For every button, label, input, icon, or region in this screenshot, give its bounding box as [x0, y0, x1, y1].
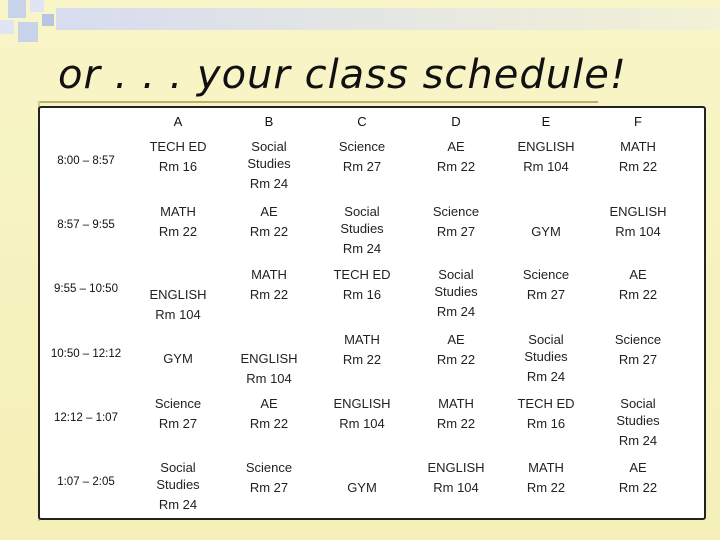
- header-a: A: [173, 114, 183, 129]
- cell-text: Rm 27: [618, 352, 658, 367]
- cell-text: AE: [260, 396, 278, 411]
- cell-b-period-2: [224, 203, 314, 240]
- cell-text: Rm 104: [339, 416, 385, 431]
- cell-text: MATH: [160, 204, 196, 219]
- cell-text: Rm 22: [618, 159, 658, 174]
- cell-text: Studies: [156, 477, 200, 492]
- cell-d-period-6: [410, 459, 502, 496]
- time-period-2: 8:57 – 9:55: [57, 219, 115, 231]
- cell-d-period-4: [410, 331, 502, 368]
- cell-text: Rm 22: [436, 416, 476, 431]
- cell-a-period-3: [134, 286, 222, 323]
- time-period-5: 12:12 – 1:07: [54, 412, 118, 424]
- cell-text: Rm 22: [342, 352, 382, 367]
- cell-text: Science: [522, 267, 570, 282]
- schedule-table: [38, 106, 706, 520]
- cell-text: Science: [154, 396, 202, 411]
- cell-text: MATH: [438, 396, 474, 411]
- header-f: F: [634, 114, 642, 129]
- cell-f-period-3: [592, 266, 684, 303]
- cell-text: Rm 24: [342, 241, 382, 256]
- cell-text: ENGLISH: [427, 460, 485, 475]
- cell-text: Social: [344, 204, 380, 219]
- cell-text: Social: [160, 460, 196, 475]
- cell-text: TECH ED: [333, 267, 391, 282]
- cell-text: Science: [245, 460, 293, 475]
- cell-text: Studies: [247, 156, 291, 171]
- cell-text: Rm 27: [158, 416, 198, 431]
- cell-text: Rm 27: [526, 287, 566, 302]
- cell-text: AE: [629, 267, 647, 282]
- header-e: E: [541, 114, 551, 129]
- header-d: D: [451, 114, 461, 129]
- cell-f-period-2: [592, 203, 684, 240]
- cell-e-period-1: [500, 138, 592, 175]
- cell-text: ENGLISH: [609, 204, 667, 219]
- cell-f-period-1: [592, 138, 684, 175]
- cell-text: GYM: [347, 480, 377, 495]
- cell-d-period-1: [410, 138, 502, 175]
- cell-text: Rm 22: [526, 480, 566, 495]
- title-underline: [38, 101, 598, 103]
- cell-text: MATH: [344, 332, 380, 347]
- cell-e-period-4: [500, 331, 592, 385]
- cell-text: Science: [614, 332, 662, 347]
- cell-text: Rm 22: [249, 287, 289, 302]
- time-period-3: 9:55 – 10:50: [54, 283, 118, 295]
- cell-text: Rm 104: [433, 480, 479, 495]
- cell-a-period-6: [134, 459, 222, 513]
- cell-b-period-3: [224, 266, 314, 303]
- corner-decoration: [0, 0, 56, 44]
- cell-text: Rm 16: [342, 287, 382, 302]
- cell-text: TECH ED: [149, 139, 207, 154]
- cell-text: Studies: [616, 413, 660, 428]
- cell-text: ENGLISH: [333, 396, 391, 411]
- cell-text: Social: [251, 139, 287, 154]
- cell-c-period-5: [316, 395, 408, 432]
- cell-text: Rm 22: [618, 287, 658, 302]
- cell-e-period-3: [500, 266, 592, 303]
- cell-text: Rm 104: [155, 307, 201, 322]
- cell-c-period-6: [316, 479, 408, 496]
- cell-b-period-1: [224, 138, 314, 192]
- header-gradient-bar: [56, 8, 720, 30]
- cell-text: ENGLISH: [149, 287, 207, 302]
- cell-a-period-1: [134, 138, 222, 175]
- cell-text: Rm 22: [436, 352, 476, 367]
- cell-text: Rm 22: [158, 224, 198, 239]
- cell-text: Social: [620, 396, 656, 411]
- cell-text: Rm 24: [158, 497, 198, 512]
- cell-text: Studies: [340, 221, 384, 236]
- cell-text: Science: [432, 204, 480, 219]
- cell-text: Rm 27: [249, 480, 289, 495]
- cell-text: AE: [447, 139, 465, 154]
- cell-d-period-3: [410, 266, 502, 320]
- cell-f-period-5: [592, 395, 684, 449]
- cell-text: Rm 24: [526, 369, 566, 384]
- cell-text: Rm 22: [436, 159, 476, 174]
- cell-text: TECH ED: [517, 396, 575, 411]
- cell-b-period-5: [224, 395, 314, 432]
- cell-c-period-3: [316, 266, 408, 303]
- cell-text: Studies: [524, 349, 568, 364]
- cell-text: Rm 24: [618, 433, 658, 448]
- cell-e-period-5: [500, 395, 592, 432]
- cell-text: Rm 27: [342, 159, 382, 174]
- time-period-1: 8:00 – 8:57: [57, 155, 115, 167]
- slide-title: or . . . your class schedule!: [58, 52, 627, 98]
- cell-text: GYM: [531, 224, 561, 239]
- cell-a-period-4: [134, 350, 222, 367]
- cell-c-period-1: [316, 138, 408, 175]
- cell-text: AE: [629, 460, 647, 475]
- cell-text: Social: [438, 267, 474, 282]
- cell-text: Rm 16: [526, 416, 566, 431]
- cell-text: Rm 22: [249, 224, 289, 239]
- cell-e-period-2: [500, 223, 592, 240]
- cell-text: Studies: [434, 284, 478, 299]
- cell-text: Social: [528, 332, 564, 347]
- cell-d-period-2: [410, 203, 502, 240]
- cell-text: Rm 16: [158, 159, 198, 174]
- cell-f-period-6: [592, 459, 684, 496]
- header-b: B: [264, 114, 274, 129]
- cell-text: Rm 24: [436, 304, 476, 319]
- cell-text: Rm 104: [246, 371, 292, 386]
- cell-b-period-4: [224, 350, 314, 387]
- cell-text: ENGLISH: [240, 351, 298, 366]
- cell-text: Rm 24: [249, 176, 289, 191]
- cell-text: Rm 104: [615, 224, 661, 239]
- cell-e-period-6: [500, 459, 592, 496]
- cell-text: GYM: [163, 351, 193, 366]
- cell-text: MATH: [251, 267, 287, 282]
- cell-f-period-4: [592, 331, 684, 368]
- cell-a-period-2: [134, 203, 222, 240]
- cell-text: Rm 27: [436, 224, 476, 239]
- cell-text: Rm 22: [249, 416, 289, 431]
- cell-d-period-5: [410, 395, 502, 432]
- cell-text: ENGLISH: [517, 139, 575, 154]
- cell-a-period-5: [134, 395, 222, 432]
- cell-text: Science: [338, 139, 386, 154]
- cell-text: MATH: [620, 139, 656, 154]
- cell-text: AE: [260, 204, 278, 219]
- cell-text: Rm 104: [523, 159, 569, 174]
- header-c: C: [357, 114, 367, 129]
- cell-c-period-2: [316, 203, 408, 257]
- cell-b-period-6: [224, 459, 314, 496]
- time-period-4: 10:50 – 12:12: [50, 348, 122, 360]
- cell-text: Rm 22: [618, 480, 658, 495]
- cell-c-period-4: [316, 331, 408, 368]
- time-period-6: 1:07 – 2:05: [57, 476, 115, 488]
- cell-text: MATH: [528, 460, 564, 475]
- cell-text: AE: [447, 332, 465, 347]
